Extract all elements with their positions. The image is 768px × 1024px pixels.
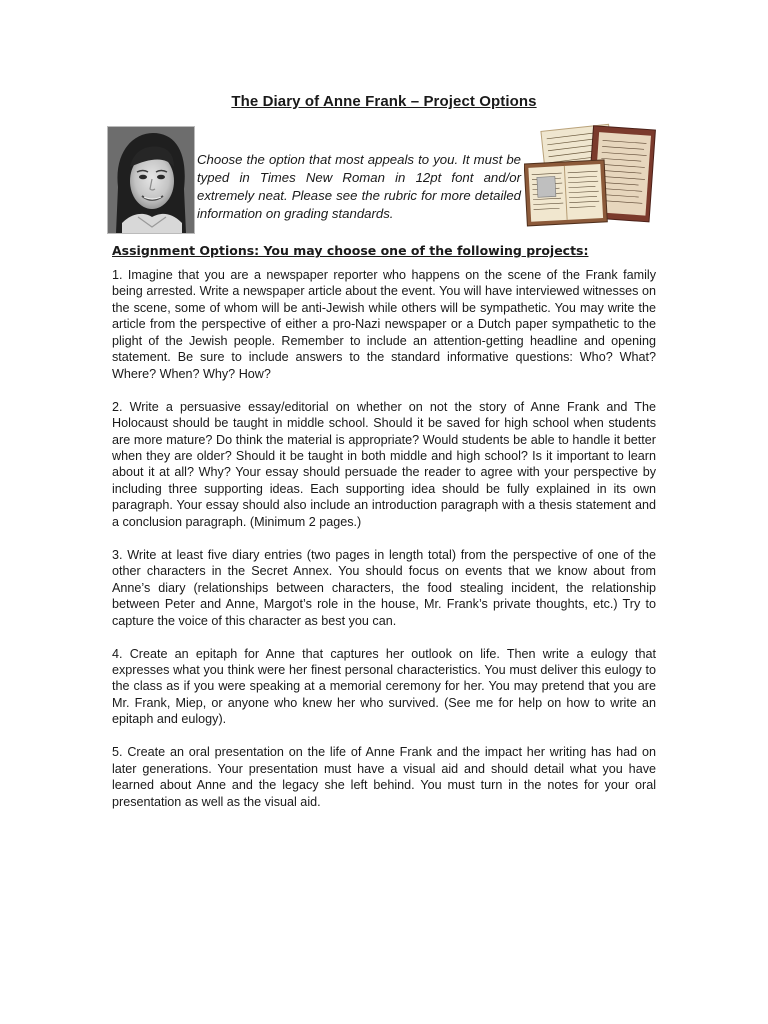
option-4: 4. Create an epitaph for Anne that captures her outlook on life. Then write a eulogy that expresses what you think were her finest personal characteristics. You must deliver this eulogy to the class as if you were speaking at a memorial ceremony for her. You may pretend that you are Mr. Frank, Miep, or anyone who knew her who survived. (See me for help on how to write an epitaph and eulogy). <box>112 646 656 727</box>
options-list <box>112 267 656 827</box>
intro-paragraph: Choose the option that most appeals to you. It must be typed in Times New Roman in 12pt font and/or extremely neat. Please see the rubric for more detailed information on grading standards. <box>197 152 521 221</box>
option-5: 5. Create an oral presentation on the life of Anne Frank and the impact her writing has had on later generations. Your presentation must have a visual aid and should detail what you have learned about Anne and the legacy she left behind. You must turn in the notes for your oral presentation as well as the visual aid. <box>112 745 656 809</box>
portrait-photo <box>107 126 195 234</box>
options-heading: Assignment Options: You may choose one of the following projects: <box>112 243 589 258</box>
diary-pages-photo <box>524 118 658 234</box>
option-2: 2. Write a persuasive essay/editorial on whether on not the story of Anne Frank and The Holocaust should be taught in middle school. Should it be saved for high school when students are more mature? Do think the material is appropriate? Would students be able to handle it better when they are older? Should it be taught in both middle and high school? Is it important to learn about it at all? Why? Your essay should persuade the reader to agree with your perspective by including three supporting ideas. Each supporting idea should be fully explained in its own paragraph. Your essay should also include an introduction paragraph with a thesis statement and a conclusion paragraph. (Minimum 2 pages.) <box>112 399 656 529</box>
option-1: 1. Imagine that you are a newspaper reporter who happens on the scene of the Frank family being arrested. Write a newspaper article about the event. You will have interviewed witnesses on the scene, some of whom will be anti-Jewish while others will be sympathetic. You may write the article from the perspective of either a pro-Nazi newspaper or a Dutch paper sympathetic to the plight of the Jewish people. Remember to include an attention-getting headline and opening statement. Be sure to include answers to the standard informative questions: Who? What? Where? When? Why? How? <box>112 268 656 381</box>
page-title: The Diary of Anne Frank – Project Options <box>231 93 537 110</box>
option-3: 3. Write at least five diary entries (two pages in length total) from the perspective of one of the other characters in the Secret Annex. You should focus on events that we know about from Anne’s diary (relationships between characters, the food stealing incident, the relationship between Peter and Anne, Margot’s role in the house, Mr. Frank’s private thoughts, etc.) Try to capture the voice of this character as best you can. <box>112 547 656 628</box>
